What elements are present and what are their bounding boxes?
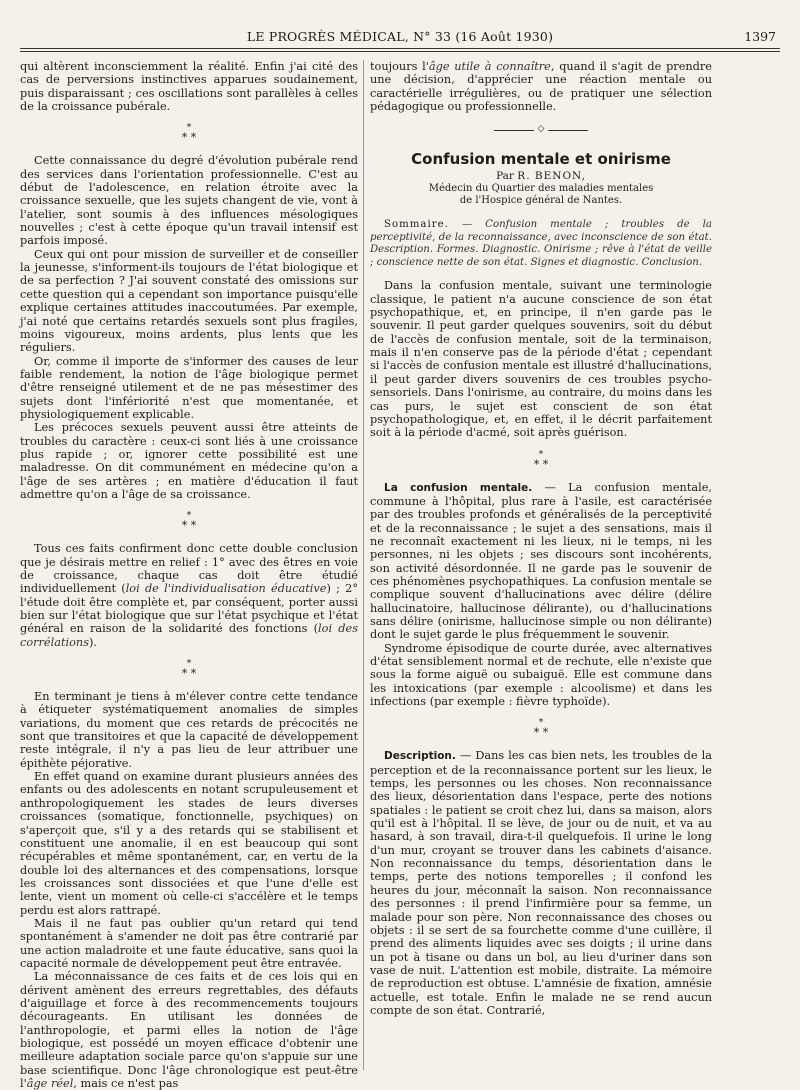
journal-title: LE PROGRÈS MÉDICAL, N° 33 (16 Août 1930)	[246, 29, 554, 44]
asterism: * * *	[533, 718, 549, 740]
article-title: Confusion mentale et onirisme	[411, 149, 671, 168]
right-column	[370, 60, 712, 1017]
asterism: * * *	[533, 449, 549, 471]
author-affiliation: Médecin du Quartier des maladies mentales	[428, 183, 654, 195]
column-divider	[363, 60, 364, 1070]
paragraph: La méconnaissance de ces faits et de ces lois qui en dérivent amènent des erreurs regrettables, des défauts d'aiguillage et force à des recommencements toujours décourageants. En utilisant les données de l'anthropologie, et parmi elles la notion de l'âge biologique, est possédé un moyen efficace d'obtenir une meilleure adaptation sociale parce qu'on s'appuie sur une base scientifique. Donc l'âge chronologique est peut-être l'âge réel, mais ce n'est pas	[20, 970, 358, 1090]
section-heading: La confusion mentale.	[384, 481, 533, 494]
running-header	[20, 26, 780, 48]
paragraph: Ceux qui ont pour mission de surveiller et de conseiller la jeunesse, s'informent-ils toujours de l'état biologique et de sa perfection ? J'ai souvent constaté des omissions sur cette question qui a cependant son importance puisqu'elle explique certaines attitudes inaccoutumées. Par exemple, j'ai noté que certains retardés sexuels sont plus fragiles, moins vigoureux, moins ardents, plus lents que les réguliers.	[20, 247, 358, 355]
page-number: 1397	[744, 29, 776, 44]
asterism: * * *	[181, 659, 197, 681]
paragraph: Or, comme il importe de s'informer des causes de leur faible rendement, la notion de l'âge biologique permet d'être renseigné utilement et de ne pas mésestimer des sujets dont l'infériorité n'est que momentanée, et physiologiquement explicable.	[20, 354, 358, 421]
section-confusion: La confusion mentale. — La confusion mentale, commune à l'hôpital, plus rare à l'asile, est caractérisée par des troubles profonds et généralisés de la perceptivité et de la reconnaissance ; le sujet a des sensations, mais il ne reconnaît exactement ni les lieux, ni le temps, ni les personnes, ni les objets ; ses discours sont incohérents, son activité désordonnée. Il ne garde pas le souvenir de ces phénomènes psychopathiques. La confusion mentale se complique souvent d'hallucinations avec délire (délire hallucinatoire, hallucinose délirante), ou d'hallucinations sans délire (onirisme, hallucinose simple ou non délirante) dont le sujet garde le plus fréquemment le souvenir.	[370, 480, 712, 642]
summary: Sommaire. — Confusion mentale ; troubles de la perceptivité, de la reconnaissance, avec inconscience de son état. Description. Formes. Diagnostic. Onirisme ; rêve à l'état de veille ; conscience nette de son état. Signes et diagnostic. Conclusion.	[370, 219, 712, 268]
paragraph: Mais il ne faut pas oublier qu'un retard qui tend spontanément à s'amender ne doit pas être contrarié par une action maladroite et une faute éducative, sans quoi la capacité normale de développement peut être entravée.	[20, 916, 358, 970]
paragraph: Syndrome épisodique de courte durée, avec alternatives d'état sensiblement normal et de rechute, elle n'existe que sous la forme aiguë ou subaiguë. Elle est commune dans les intoxications (par exemple : alcoolisme) et dans les infections (par exemple : fièvre typhoïde).	[370, 641, 712, 709]
paragraph: En effet quand on examine durant plusieurs années des enfants ou des adolescents en notant scrupuleusement et anthropologiquement les stades de leurs diverses croissances (somatique, fonctionnelle, psychiques) on s'aperçoit que, s'il y a des retards qui se stabilisent et constituent une anomalie, il en est beaucoup qui sont récupérables et même spontanément, car, en vertu de la double loi des alternances et des compensations, lorsque les croissances sont dissociées et que l'une d'elle est lente, vient un moment où celle-ci s'accélère et le temps perdu est alors rattrapé.	[20, 770, 358, 917]
intro-paragraph: Dans la confusion mentale, suivant une terminologie classique, le patient n'a aucune conscience de son état psychopathique, et, en principe, il n'en garde pas le souvenir. Il peut garder quelques souvenirs, soit du début de l'accès de confusion mentale, soit de la terminaison, mais il n'en conserve pas de la période d'état ; cependant si l'accès de confusion mentale est illustré d'hallucinations, il peut garder divers souvenirs de ces troubles psycho-sensoriels. Dans l'onirisme, au contraire, du moins dans les cas purs, le sujet est conscient de son état psychopathologique, et, en effet, il le décrit parfaitement soit à la période d'acmé, soit après guérison.	[370, 279, 712, 440]
paragraph: Les précoces sexuels peuvent aussi être atteints de troubles du caractère : ceux-ci sont liés à une croissance plus rapide ; or, ignorer cette possibilité est une maladresse. On dit communément en médecine qu'on a l'âge de ses artères ; en matière d'éducation il faut admettre qu'on a l'âge de sa croissance.	[20, 421, 358, 501]
left-column	[20, 60, 358, 1090]
asterism: * * *	[181, 123, 197, 145]
paragraph: toujours l'âge utile à connaître, quand il s'agit de prendre une décision, d'apprécier une réaction mentale ou caractérielle irrégulières, ou de pratiquer une sélection pédagogique ou professionnelle.	[370, 60, 712, 114]
paragraph: Cette connaissance du degré d'évolution pubérale rend des services dans l'orientation professionnelle. C'est au début de l'adolescence, en relation étroite avec la croissance sexuelle, que les sujets changent de vie, vont à l'atelier, sont soumis à des influences mésologiques nouvelles ; c'est à cette époque qu'un travail intensif est parfois imposé.	[20, 154, 358, 248]
header-rule	[20, 48, 780, 49]
paragraph: qui altèrent inconsciemment la réalité. Enfin j'ai cité des cas de perversions instinctives apparues soudainement, puis disparaissant ; ces oscillations sont parallèles à celles de la croissance pubérale.	[20, 60, 358, 114]
section-heading: Description.	[384, 750, 456, 763]
paragraph: En terminant je tiens à m'élever contre cette tendance à étiqueter systématiquement anomalies de simples variations, du moment que ces retards de précocités ne sont que transitoires et que la capacité de développement reste intégrale, il n'y a pas lieu de leur attribuer une épithète péjorative.	[20, 690, 358, 770]
author-name: R. BENON,	[517, 170, 586, 183]
author-affiliation: de l'Hospice général de Nantes.	[459, 195, 623, 207]
byline: Par R. BENON,	[496, 170, 586, 183]
conclusion-paragraph: Tous ces faits confirment donc cette double conclusion que je désirais mettre en relief : 1° avec des êtres en voie de croissance, chaque cas doit être étudié individuellement (loi de l'individualisation éducative) ; 2° l'étude doit être complète et, par conséquent, porter aussi bien sur l'état biologique que sur l'état psychique et l'état général en raison de la solidarité des fonctions (loi des corrélations).	[20, 542, 358, 649]
section-description: Description. — Dans les cas bien nets, les troubles de la perception et de la reconnaissance portent sur les lieux, le temps, les personnes ou les choses. Non reconnaissance des lieux, désorientation dans l'espace, perte des notions spatiales : le patient se croit chez lui, dans sa maison, alors qu'il est à l'hôpital. Il se lève, de jour ou de nuit, et va au hasard, à son travail, dira-t-il quelquefois. Il urine le long d'un mur, croyant se trouver dans les cabinets d'aisance. Non reconnaissance du temps, désorientation dans le temps, perte des notions temporelles ; il confond les heures du jour, méconnaît la saison. Non reconnaissance des personnes : il prend l'infirmière pour sa femme, un malade pour son père. Non reconnaissance des choses ou objets : il se sert de sa fourchette comme d'une cuillère, il prend des aliments liquides avec ses doigts ; il urine dans un pot à tisane ou dans un bol, au lieu d'uriner dans son vase de nuit. L'attention est mobile, distraite. La mémoire de reproduction est obtuse. L'amnésie de fixation, amnésie actuelle, est totale. Enfin le malade ne se rend aucun compte de son état. Contrarié,	[370, 749, 712, 1017]
asterism: * * *	[181, 511, 197, 533]
article-separator: ◇	[370, 123, 712, 136]
header-rule-thick	[20, 51, 780, 52]
